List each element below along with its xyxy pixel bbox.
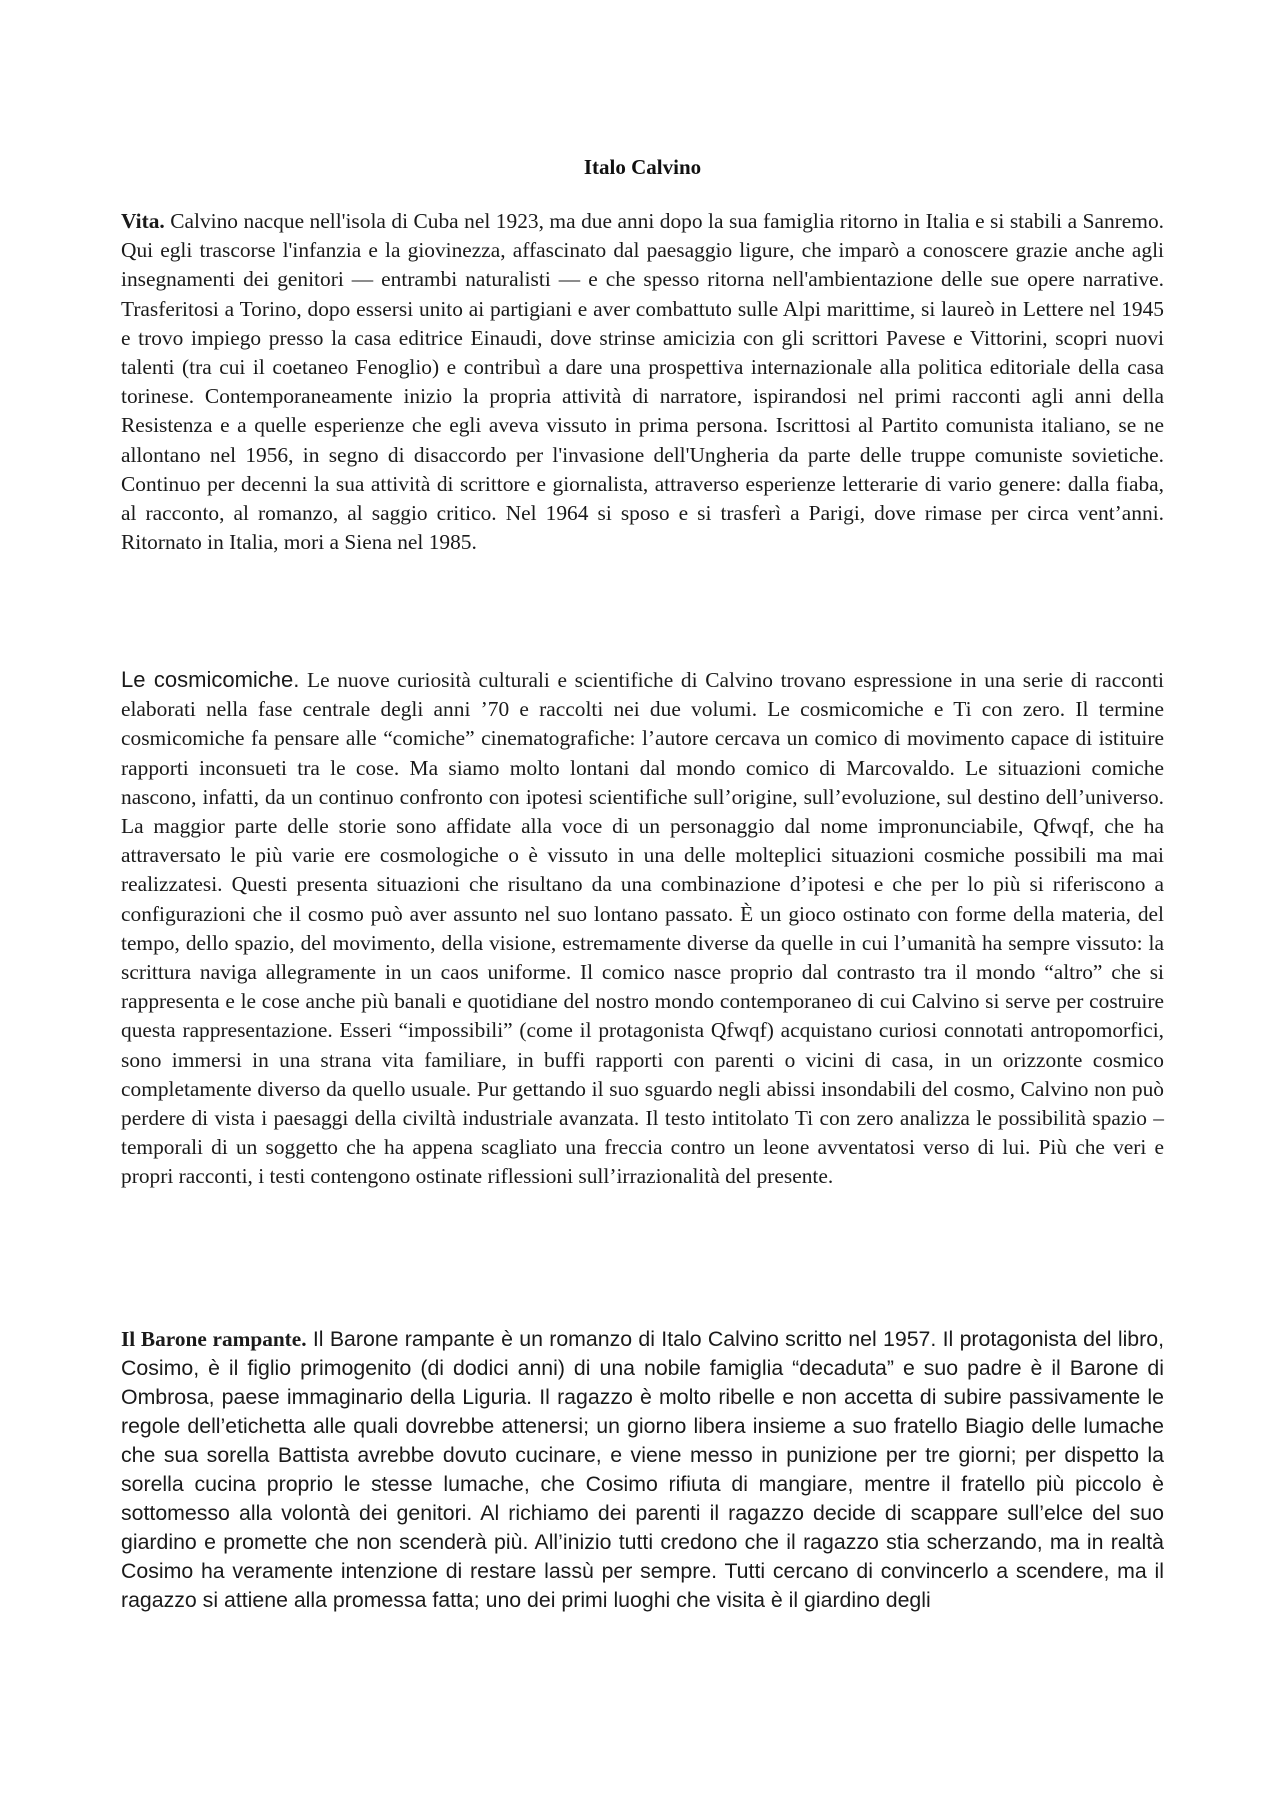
section-heading-vita: Vita. [121, 209, 165, 233]
section-heading-cosmicomiche: Le cosmicomiche. [121, 667, 300, 692]
page-title: Italo Calvino [583, 155, 702, 179]
section-vita [121, 207, 1164, 557]
section-cosmicomiche [121, 665, 1164, 1192]
section-barone-rampante [121, 1325, 1164, 1615]
section-text-barone: Il Barone rampante è un romanzo di Italo Calvino scritto nel 1957. Il protagonista del libro, Cosimo, è il figlio primogenito (di dodici anni) di una nobile famiglia “decaduta” e suo padre è il Barone di Ombrosa, paese immaginario della Liguria. Il ragazzo è molto ribelle e non accetta di subire passivamente le regole dell’etichetta alle quali dovrebbe attenersi; un giorno libera insieme a suo fratello Biagio delle lumache che sua sorella Battista avrebbe dovuto cucinare, e viene messo in punizione per tre giorni; per dispetto la sorella cucina proprio le stesse lumache, che Cosimo rifiuta di mangiare, mentre il fratello più piccolo è sottomesso alla volontà dei genitori. Al richiamo dei parenti il ragazzo decide di scappare sull’elce del suo giardino e promette che non scenderà più. All’inizio tutti credono che il ragazzo stia scherzando, ma in realtà Cosimo ha veramente intenzione di restare lassù per sempre. Tutti cercano di convincerlo a scendere, ma il ragazzo si attiene alla promessa fatta; uno dei primi luoghi che visita è il giardino degli [121, 1327, 1164, 1612]
section-text-cosmicomiche: Le nuove curiosità culturali e scientifiche di Calvino trovano espressione in una serie di racconti elaborati nella fase centrale degli anni ’70 e raccolti nei due volumi. Le cosmicomiche e Ti con zero. Il termine cosmicomiche fa pensare alle “comiche” cinematografiche: l’autore cercava un comico di movimento capace di istituire rapporti inconsueti tra le cose. Ma siamo molto lontani dal mondo comico di Marcovaldo. Le situazioni comiche nascono, infatti, da un continuo confronto con ipotesi scientifiche sull’origine, sull’evoluzione, sul destino dell’universo. La maggior parte delle storie sono affidate alla voce di un personaggio dal nome impronunciabile, Qfwqf, che ha attraversato le più varie ere cosmologiche o è vissuto in una delle molteplici situazioni cosmiche possibili ma mai realizzatesi. Questi presenta situazioni che risultano da una combinazione d’ipotesi e che per lo più si riferiscono a configurazioni che il cosmo può aver assunto nel suo lontano passato. È un gioco ostinato con forme della materia, del tempo, dello spazio, del movimento, della visione, estremamente diverse da quelle in cui l’umanità ha sempre vissuto: la scrittura naviga allegramente in un caos uniforme. Il comico nasce proprio dal contrasto tra il mondo “altro” che si rappresenta e le cose anche più banali e quotidiane del nostro mondo contemporaneo di cui Calvino si serve per costruire questa rappresentazione. Esseri “impossibili” (come il protagonista Qfwqf) acquistano curiosi connotati antropomorfici, sono immersi in una strana vita familiare, in buffi rapporti con parenti o vicini di casa, in un orizzonte cosmico completamente diverso da quello usuale. Pur gettando il suo sguardo negli abissi insondabili del cosmo, Calvino non può perdere di vista i paesaggi della civiltà industriale avanzata. Il testo intitolato Ti con zero analizza le possibilità spazio – temporali di un soggetto che ha appena scagliato una freccia contro un leone avventatosi verso di lui. Più che veri e propri racconti, i testi contengono ostinate riflessioni sull’irrazionalità del presente. [121, 668, 1164, 1189]
section-heading-barone: Il Barone rampante. [121, 1327, 307, 1351]
section-text-vita: Calvino nacque nell'isola di Cuba nel 1923, ma due anni dopo la sua famiglia ritorno in Italia e si stabili a Sanremo. Qui egli trascorse l'infanzia e la giovinezza, affascinato dal paesaggio ligure, che imparò a conoscere grazie anche agli insegnamenti dei genitori — entrambi naturalisti — e che spesso ritorna nell'ambientazione delle sue opere narrative. Trasferitosi a Torino, dopo essersi unito ai partigiani e aver combattuto sulle Alpi marittime, si laureò in Lettere nel 1945 e trovo impiego presso la casa editrice Einaudi, dove strinse amicizia con gli scrittori Pavese e Vittorini, scopri nuovi talenti (tra cui il coetaneo Fenoglio) e contribuì a dare una prospettiva internazionale alla politica editoriale della casa torinese. Contemporaneamente inizio la propria attività di narratore, ispirandosi nel primi racconti agli anni della Resistenza e a quelle esperienze che egli aveva vissuto in prima persona. Iscrittosi al Partito comunista italiano, se ne allontano nel 1956, in segno di disaccordo per l'invasione dell'Ungheria da parte delle truppe comuniste sovietiche. Continuo per decenni la sua attività di scrittore e giornalista, attraverso esperienze letterarie di vario genere: dalla fiaba, al racconto, al romanzo, al saggio critico. Nel 1964 si sposo e si trasferì a Parigi, dove rimase per circa vent’anni. Ritornato in Italia, mori a Siena nel 1985. [121, 209, 1164, 555]
